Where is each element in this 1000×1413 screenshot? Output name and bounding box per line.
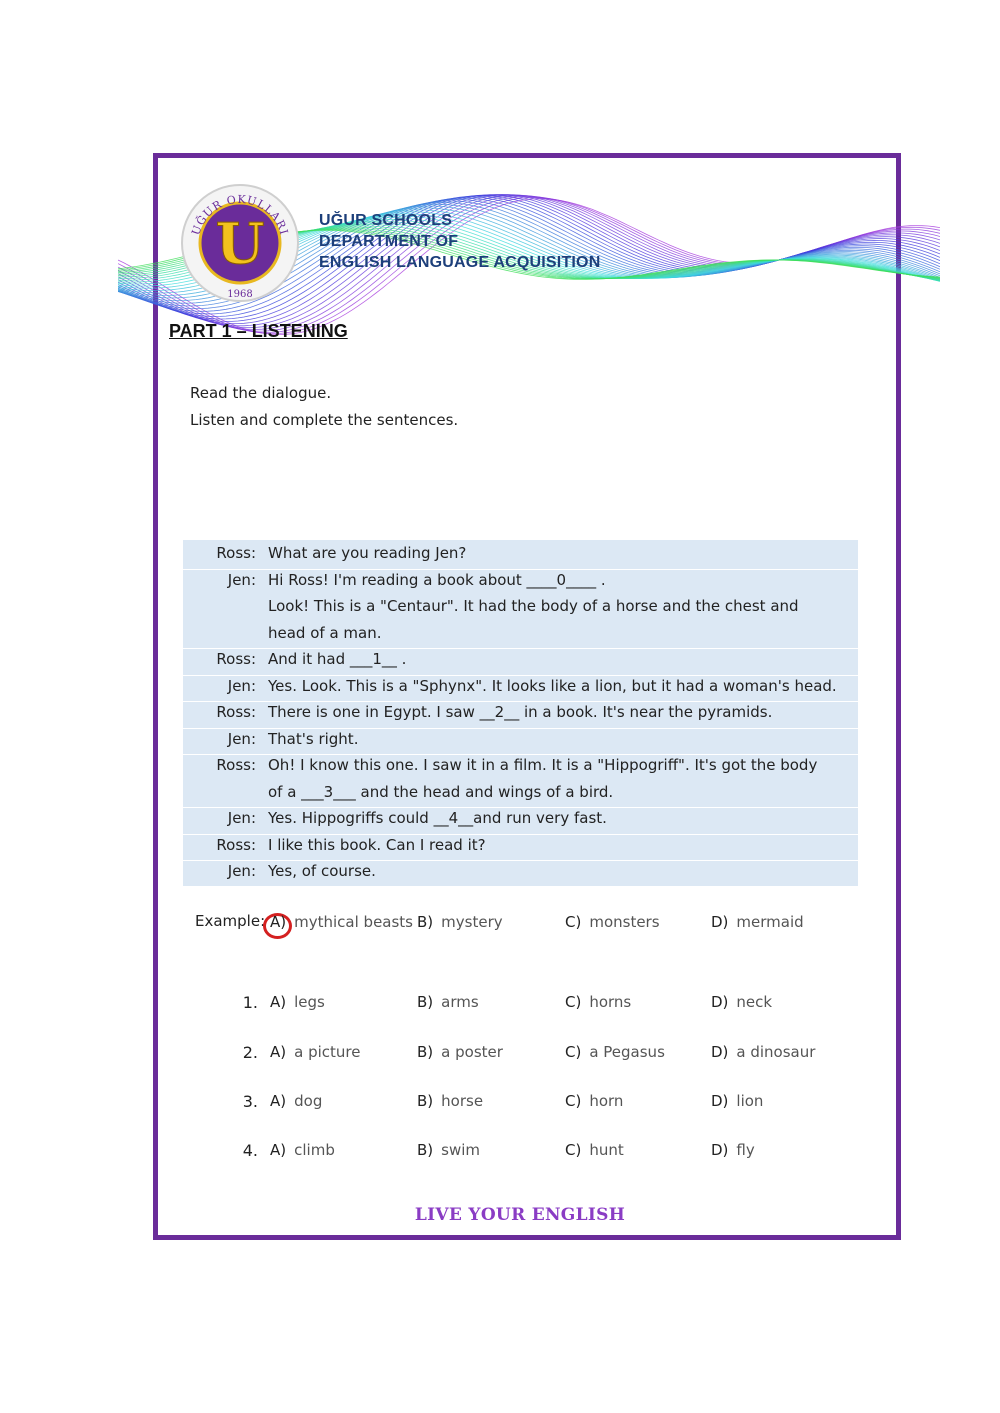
answer-option[interactable] — [565, 1092, 623, 1110]
option-text: fly — [736, 1141, 755, 1159]
instruction-read: Read the dialogue. — [190, 384, 332, 402]
dialogue-speaker: Jen: — [227, 676, 256, 695]
part-title: PART 1 – LISTENING — [169, 321, 348, 341]
footer-slogan: LIVE YOUR ENGLISH — [414, 1205, 626, 1225]
school-line-2: DEPARTMENT OF — [319, 233, 459, 250]
option-letter: A) — [270, 1141, 287, 1159]
example-option[interactable] — [270, 913, 413, 931]
option-text: a Pegasus — [589, 1043, 665, 1061]
example-option[interactable] — [417, 913, 503, 931]
option-letter: D) — [711, 993, 729, 1011]
answer-option[interactable] — [417, 1092, 483, 1110]
option-text: mythical beasts — [294, 913, 413, 931]
dialogue-speaker: Jen: — [227, 729, 256, 748]
answer-option[interactable] — [270, 1092, 322, 1110]
option-text: climb — [294, 1141, 335, 1159]
option-letter: B) — [417, 1141, 434, 1159]
option-letter: C) — [565, 1141, 582, 1159]
option-text: horn — [589, 1092, 624, 1110]
option-letter: C) — [565, 993, 582, 1011]
option-letter: D) — [711, 1141, 729, 1159]
dialogue-speaker: Ross: — [216, 650, 256, 668]
dialogue-speaker: Jen: — [227, 862, 256, 880]
dialogue-line: head of a man. — [268, 623, 382, 642]
answer-option[interactable] — [417, 1043, 503, 1061]
option-letter: A) — [270, 913, 287, 931]
school-line-1: UĞUR SCHOOLS — [319, 212, 453, 229]
school-name — [319, 210, 600, 273]
option-text: legs — [294, 993, 325, 1011]
dialogue-separator — [183, 860, 858, 861]
answer-option[interactable] — [565, 993, 631, 1011]
dialogue-line: And it had ___1__ . — [268, 650, 407, 668]
dialogue-separator — [183, 569, 858, 570]
option-text: horse — [441, 1092, 484, 1110]
dialogue-line: Yes. Look. This is a "Sphynx". It looks like a lion, but it had a woman's head. — [268, 676, 837, 695]
dialogue-speaker: Ross: — [216, 756, 256, 774]
option-letter: B) — [417, 993, 434, 1011]
answer-option[interactable] — [270, 1043, 360, 1061]
answer-option[interactable] — [270, 993, 325, 1011]
logo-letter: U — [215, 211, 265, 277]
option-letter: B) — [417, 1092, 434, 1110]
logo-year: 1968 — [227, 289, 253, 300]
option-letter: B) — [417, 1043, 434, 1061]
dialogue-line: Yes, of course. — [268, 862, 376, 880]
option-letter: D) — [711, 1092, 729, 1110]
dialogue-separator — [183, 807, 858, 808]
option-letter: C) — [565, 913, 582, 931]
dialogue-speaker: Ross: — [216, 544, 256, 562]
answer-option[interactable] — [417, 1141, 480, 1159]
logo-ring-text: UĞUR OKULLARI — [189, 192, 291, 237]
option-text: dog — [294, 1092, 323, 1110]
option-text: mystery — [441, 913, 503, 931]
example-option[interactable] — [711, 913, 804, 931]
dialogue-line: of a ___3___ and the head and wings of a bird. — [268, 782, 614, 801]
dialogue-separator — [183, 728, 858, 729]
dialogue-line: That's right. — [268, 729, 359, 748]
answer-option[interactable] — [417, 993, 479, 1011]
dialogue-line: Look! This is a "Centaur". It had the body of a horse and the chest and — [268, 597, 799, 615]
option-letter: A) — [270, 1092, 287, 1110]
option-text: hunt — [589, 1141, 624, 1159]
option-letter: A) — [270, 1043, 287, 1061]
option-letter: C) — [565, 1092, 582, 1110]
option-text: mermaid — [736, 913, 804, 931]
example-label: Example: — [195, 912, 266, 930]
option-text: monsters — [589, 913, 660, 931]
question-number: 3. — [242, 1092, 258, 1111]
footer — [0, 1205, 1000, 1225]
option-letter: A) — [270, 993, 287, 1011]
option-letter: C) — [565, 1043, 582, 1061]
dialogue-box — [183, 540, 858, 886]
question-number: 2. — [242, 1043, 258, 1062]
school-line-3: ENGLISH LANGUAGE ACQUISITION — [319, 254, 601, 271]
dialogue-speaker: Jen: — [227, 809, 256, 827]
dialogue-separator — [183, 701, 858, 702]
question-number: 1. — [242, 993, 258, 1012]
option-letter: D) — [711, 1043, 729, 1061]
dialogue-line: There is one in Egypt. I saw __2__ in a book. It's near the pyramids. — [268, 703, 773, 721]
dialogue-line: I like this book. Can I read it? — [268, 835, 486, 854]
dialogue-separator — [183, 675, 858, 676]
option-text: a picture — [294, 1043, 361, 1061]
option-text: horns — [589, 993, 632, 1011]
question-number: 4. — [242, 1141, 258, 1160]
dialogue-speaker: Ross: — [216, 835, 256, 854]
answer-option[interactable] — [270, 1141, 335, 1159]
option-text: neck — [736, 993, 773, 1011]
instruction-listen: Listen and complete the sentences. — [190, 411, 459, 429]
option-text: swim — [441, 1141, 481, 1159]
option-text: a poster — [441, 1043, 503, 1061]
dialogue-separator — [183, 754, 858, 755]
option-letter: D) — [711, 913, 729, 931]
answer-option[interactable] — [711, 1141, 755, 1159]
answer-option[interactable] — [565, 1141, 624, 1159]
answer-option[interactable] — [711, 1092, 763, 1110]
dialogue-separator — [183, 834, 858, 835]
example-option[interactable] — [565, 913, 660, 931]
dialogue-line: Oh! I know this one. I saw it in a film. It is a "Hippogriff". It's got the body — [268, 756, 818, 774]
instructions — [190, 380, 458, 434]
option-text: lion — [736, 1092, 764, 1110]
answer-option[interactable] — [711, 1043, 815, 1061]
answer-option[interactable] — [565, 1043, 665, 1061]
dialogue-speaker: Ross: — [216, 703, 256, 721]
dialogue-line: What are you reading Jen? — [268, 544, 467, 562]
option-text: arms — [441, 993, 479, 1011]
dialogue-line: Hi Ross! I'm reading a book about ____0____ . — [268, 570, 606, 589]
school-logo — [180, 183, 300, 303]
option-text: a dinosaur — [736, 1043, 816, 1061]
option-letter: B) — [417, 913, 434, 931]
dialogue-line: Yes. Hippogriffs could __4__and run very fast. — [268, 809, 607, 827]
dialogue-separator — [183, 648, 858, 649]
dialogue-speaker: Jen: — [227, 570, 256, 589]
answer-option[interactable] — [711, 993, 772, 1011]
